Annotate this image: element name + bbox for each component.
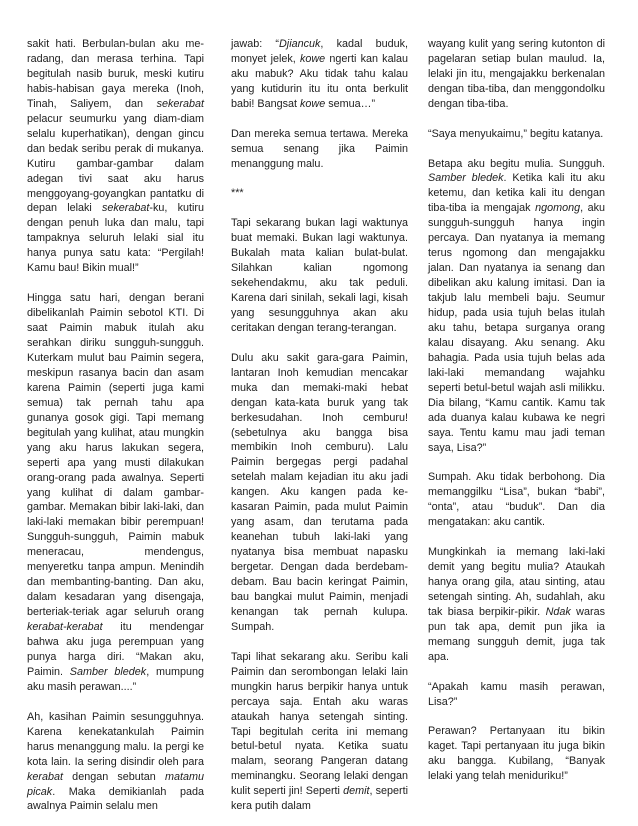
text-run: Ah, kasihan Paimin sesungguhnya. Karena kenekatankulah Paimin harus menanggung malu. Ia pergi ke kota lain. Ia sering disindir oleh para bbox=[27, 710, 204, 768]
italic-term: sekerabat bbox=[156, 97, 204, 110]
text-column-3 bbox=[428, 37, 605, 784]
text-run: Dan mereka semua tertawa. Mereka semua senang jika Paimin menanggung malu. bbox=[231, 127, 408, 170]
italic-term: ngomong bbox=[535, 202, 581, 215]
text-run: Sumpah. Aku tidak berbohong. Dia memanggilku “Lisa”, bukan “babi”, “onta”, atau “buduk”. Dan dia mengatakan: aku cantik. bbox=[428, 471, 605, 529]
text-run: -ku, kutiru dengan penuh luka dan malu, tapi tampaknya seluruh lelaki sial itu hanya punya satu kata: “Pergilah! Kamu bau! Bikin mual!” bbox=[27, 202, 204, 275]
paragraph bbox=[231, 127, 408, 172]
paragraph bbox=[428, 127, 605, 142]
text-run: itu mendengar bahwa aku juga perempuan yang punya harga diri. “Makan aku, Paimin. bbox=[27, 621, 204, 678]
paragraph bbox=[428, 724, 605, 784]
text-run: dengan sebutan bbox=[63, 770, 165, 783]
italic-term: kerabat bbox=[27, 770, 64, 783]
paragraph bbox=[231, 351, 408, 635]
paragraph bbox=[231, 216, 408, 336]
text-run: , mumpung aku masih perawan....” bbox=[27, 665, 204, 693]
italic-term: Djiancuk bbox=[279, 38, 321, 50]
text-run: wayang kulit yang sering kutonton di pagelaran setiap bulan maulud. Ia, lelaki jin itu, mengajakku berkenalan dengan tiba-tiba, dan menggondolku dengan tiba-tiba. bbox=[428, 38, 605, 110]
text-run: Tapi lihat sekarang aku. Seribu kali Paimin dan serombongan lelaki lain mungkin harus berpikir hanya untuk percaya saja. Entah aku waras ataukah hanya setengah sinting. Tapi begitulah cerita ini memang betul-betul nyata. Ketika suatu malam, seorang Pangeran datang meminangku. Seorang lelaki dengan kulit seperti jin! Seperti bbox=[231, 650, 408, 798]
text-run: , seperti kera putih dalam bbox=[231, 785, 409, 813]
paragraph bbox=[428, 37, 605, 112]
italic-term: Samber bledek bbox=[69, 665, 147, 678]
paragraph bbox=[428, 545, 605, 665]
paragraph bbox=[428, 470, 605, 530]
text-run: “Apakah kamu masih perawan, Lisa?” bbox=[428, 680, 605, 708]
paragraph bbox=[231, 650, 408, 814]
text-run: sakit hati. Berbulan-bulan aku meradang, dan merasa terhina. Tapi begitulah nasib buruk, meski kutiru habis-habisan gaya mereka (Inoh, Tinah, Saliyem, dan bbox=[27, 38, 204, 110]
paragraph bbox=[428, 680, 605, 710]
paragraph bbox=[27, 710, 204, 815]
paragraph bbox=[27, 291, 204, 695]
text-run: Betapa aku begitu mulia. Sungguh. bbox=[428, 157, 605, 170]
text-run: Perawan? Pertanyaan itu bikin kaget. Tapi pertanyaan itu juga bikin aku bangga. Kubilang, “Banyak lelaki yang telah meniduriku!” bbox=[428, 725, 605, 783]
paragraph bbox=[428, 157, 605, 456]
paragraph bbox=[27, 37, 204, 276]
paragraph bbox=[231, 37, 408, 112]
text-column-1 bbox=[27, 37, 204, 814]
text-run: ngerti kan kalau aku mabuk? Aku tidak tahu kalau yang kutidurin itu itu onta berkulit babi! Bangsat bbox=[231, 52, 408, 110]
text-run: jawab: “ bbox=[231, 38, 279, 50]
text-run: semua…” bbox=[325, 97, 376, 110]
text-run: , kadal buduk, monyet jelek, bbox=[231, 38, 408, 65]
text-run: Tapi sekarang bukan lagi waktunya buat memaki. Bukan lagi waktunya. Bukalah mata kalian bulat-bulat. Silahkan kalian ngomong sekehendakmu, aku tak peduli. Karena dari sinilah, sekali lagi, kisah yang sesungguhnya akan aku ceritakan dengan terang-terangan. bbox=[231, 217, 408, 334]
text-run: Dulu aku sakit gara-gara Paimin, lantaran Inoh kemudian mencakar muka dan memaki-maki hebat dengan kata-kata buruk yang tak berkesudahan. Inoh cemburu! (sebetulnya aku bangga bisa membikin Inoh cemburu). Lalu Paimin bergegas pergi padahal setelah malam kejadian itu aku jadi kangen. Aku kangen pada kekasaran Paimin, pada mulut Paimin yang asam, dan terutama pada keanehan tubuh laki-laki yang nyatanya bisa membuat napasku bergetar. Dengan dada berdebam-debam. Bau bacin keringat Paimin, bau bangkai mulut Paimin, menjadi kenangan tak pernah kulupa. Sumpah. bbox=[231, 351, 408, 633]
paragraph bbox=[231, 186, 408, 201]
italic-term: Ndak bbox=[545, 605, 571, 618]
italic-term: kowe bbox=[299, 52, 326, 65]
text-run: Mungkinkah ia memang laki-laki demit yang begitu mulia? Ataukah hanya orang gila, atau sinting, atau setengah sinting. Ah, sudahlah, aku tak biasa berpikir-pikir. bbox=[428, 546, 605, 618]
italic-term: demit bbox=[343, 785, 370, 798]
italic-term: matamu picak bbox=[27, 770, 204, 798]
text-run: , aku sungguh-sungguh hanya ingin percaya. Dan nyatanya ia memang terus ngomong dan mengajakku jalan. Dan nyatanya ia senang dan dibelikan aku kalung imitasi. Dan ia takjub lalu membeli baju. Seumur hidup, pada usia tujuh belas itulah aku tahu, betapa surganya orang kalau disayang. Aku senang. Aku bahagia. Pada usia tujuh belas ada laki-laki memandang wajahku seperti betul-betul wajah asli milikku. Dia bilang, “Kamu cantik. Kamu tak ada duanya kalau kubawa ke negri saya. Tentu kamu mau jadi teman saya, Lisa?” bbox=[428, 202, 605, 454]
text-run: “Saya menyukaimu,” begitu katanya. bbox=[428, 127, 604, 140]
italic-term: kerabat-kerabat bbox=[27, 621, 103, 634]
italic-term: sekerabat bbox=[101, 202, 150, 215]
text-column-2 bbox=[231, 37, 408, 814]
section-break: *** bbox=[231, 187, 244, 200]
text-run: Hingga satu hari, dengan berani dibelikanlah Paimin sebotol KTI. Di saat Paimin mabuk itulah aku serahkan diriku sungguh-sungguh. Kuterkam mulut bau Paimin segera, meskipun rasanya bacin dan asam karena Paimin (seperti juga kami semua) tak pernah tahu apa gunanya gosok gigi. Tapi memang begitulah yang kulihat, atau mungkin yang aku harus lakukan segera, seperti apa yang musti dilakukan orang-orang pada awalnya. Seperti yang kulihat di dalam gambar-gambar. Memakan bibir laki-laki, dan laki-laki memakan bibir perempuan! Sungguh-sungguh, Paimin mabuk meneracau, mendengus, menyeretku tanpa ampun. Menindih dan membanting-banting. Dan aku, dalam kesadaran yang disengaja, berteriak-teriak agar seluruh orang bbox=[27, 292, 204, 619]
italic-term: Samber bledek bbox=[428, 172, 504, 185]
text-run: . Maka demikianlah pada awalnya Paimin selalu men bbox=[27, 785, 204, 813]
text-run: . Ketika kali itu aku ketemu, dan ketika kali itu dengan tiba-tiba ia mengajak bbox=[428, 172, 605, 215]
text-run: pelacur seumurku yang diam-diam selalu kuperhatikan), dengan gincu dan bedak seribu perak di mukanya. Kutiru gambar-gambar dalam adegan tivi saat aku harus menggoyang-goyangkan pantatku di depan lelaki bbox=[27, 112, 204, 215]
italic-term: kowe bbox=[300, 97, 326, 110]
text-run: waras pun tak apa, demit pun jika ia memang sungguh demit, juga tak apa. bbox=[428, 605, 605, 663]
